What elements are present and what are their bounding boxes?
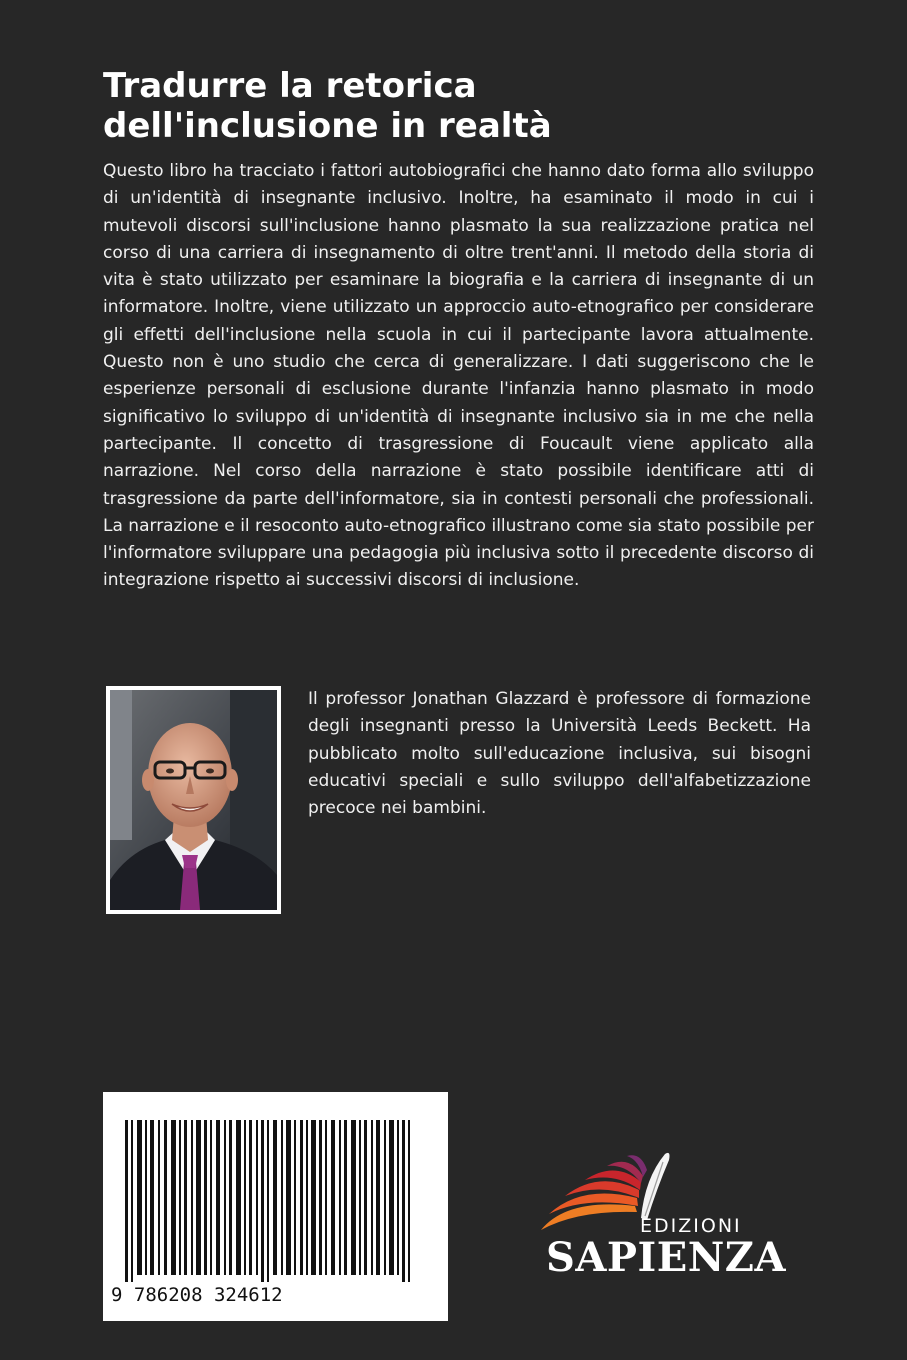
isbn-number: 9 786208 324612 [111,1284,283,1306]
book-description: Questo libro ha tracciato i fattori autobiografici che hanno dato forma allo sviluppo di un'identità di insegnante inclusivo. Inoltre, ha esaminato il modo in cui i mutevoli discorsi sull'inclusione hanno plasmato la sua realizzazione pratica nel corso di una carriera di insegnamento di oltre trent'anni. Il metodo della storia di vita è stato utilizzato per esaminare la biografia e la carriera di insegnante di un informatore. Inoltre, viene utilizzato un approccio auto-etnografico per considerare gli effetti dell'inclusione nella scuola in cui il partecipante lavora attualmente. Questo non è uno studio che cerca di generalizzare. I dati suggeriscono che le esperienze personali di esclusione durante l'infanzia hanno plasmato in modo significativo lo sviluppo di un'identità di insegnante inclusivo sia in me che nella partecipante. Il concetto di trasgressione di Foucault viene applicato alla narrazione. Nel corso della narrazione è stato possibile identificare atti di trasgressione da parte dell'informatore, sia in contesti personali che professionali. La narrazione e il resoconto auto-etnografico illustrano come sia stato possibile per l'informatore sviluppare una pedagogia più inclusiva sotto il precedente discorso di integrazione rispetto ai successivi discorsi di inclusione. [103,161,814,591]
publisher-imprint: EDIZIONI [640,1215,742,1237]
book-title-line-1: Tradurre la retorica [103,66,477,106]
author-bio: Il professor Jonathan Glazzard è professore di formazione degli insegnanti presso la Università Leeds Beckett. Ha pubblicato molto sull'educazione inclusiva, sui bisogni educativi speciali e sullo sviluppo dell'alfabetizzazione precoce nei bambini. [308,689,811,819]
book-title [103,66,823,146]
author-photo [106,686,281,914]
publisher-name: SAPIENZA [546,1234,786,1281]
isbn-barcode [103,1092,448,1321]
barcode-bars [103,1092,448,1282]
book-title-line-2: dell'inclusione in realtà [103,106,552,146]
